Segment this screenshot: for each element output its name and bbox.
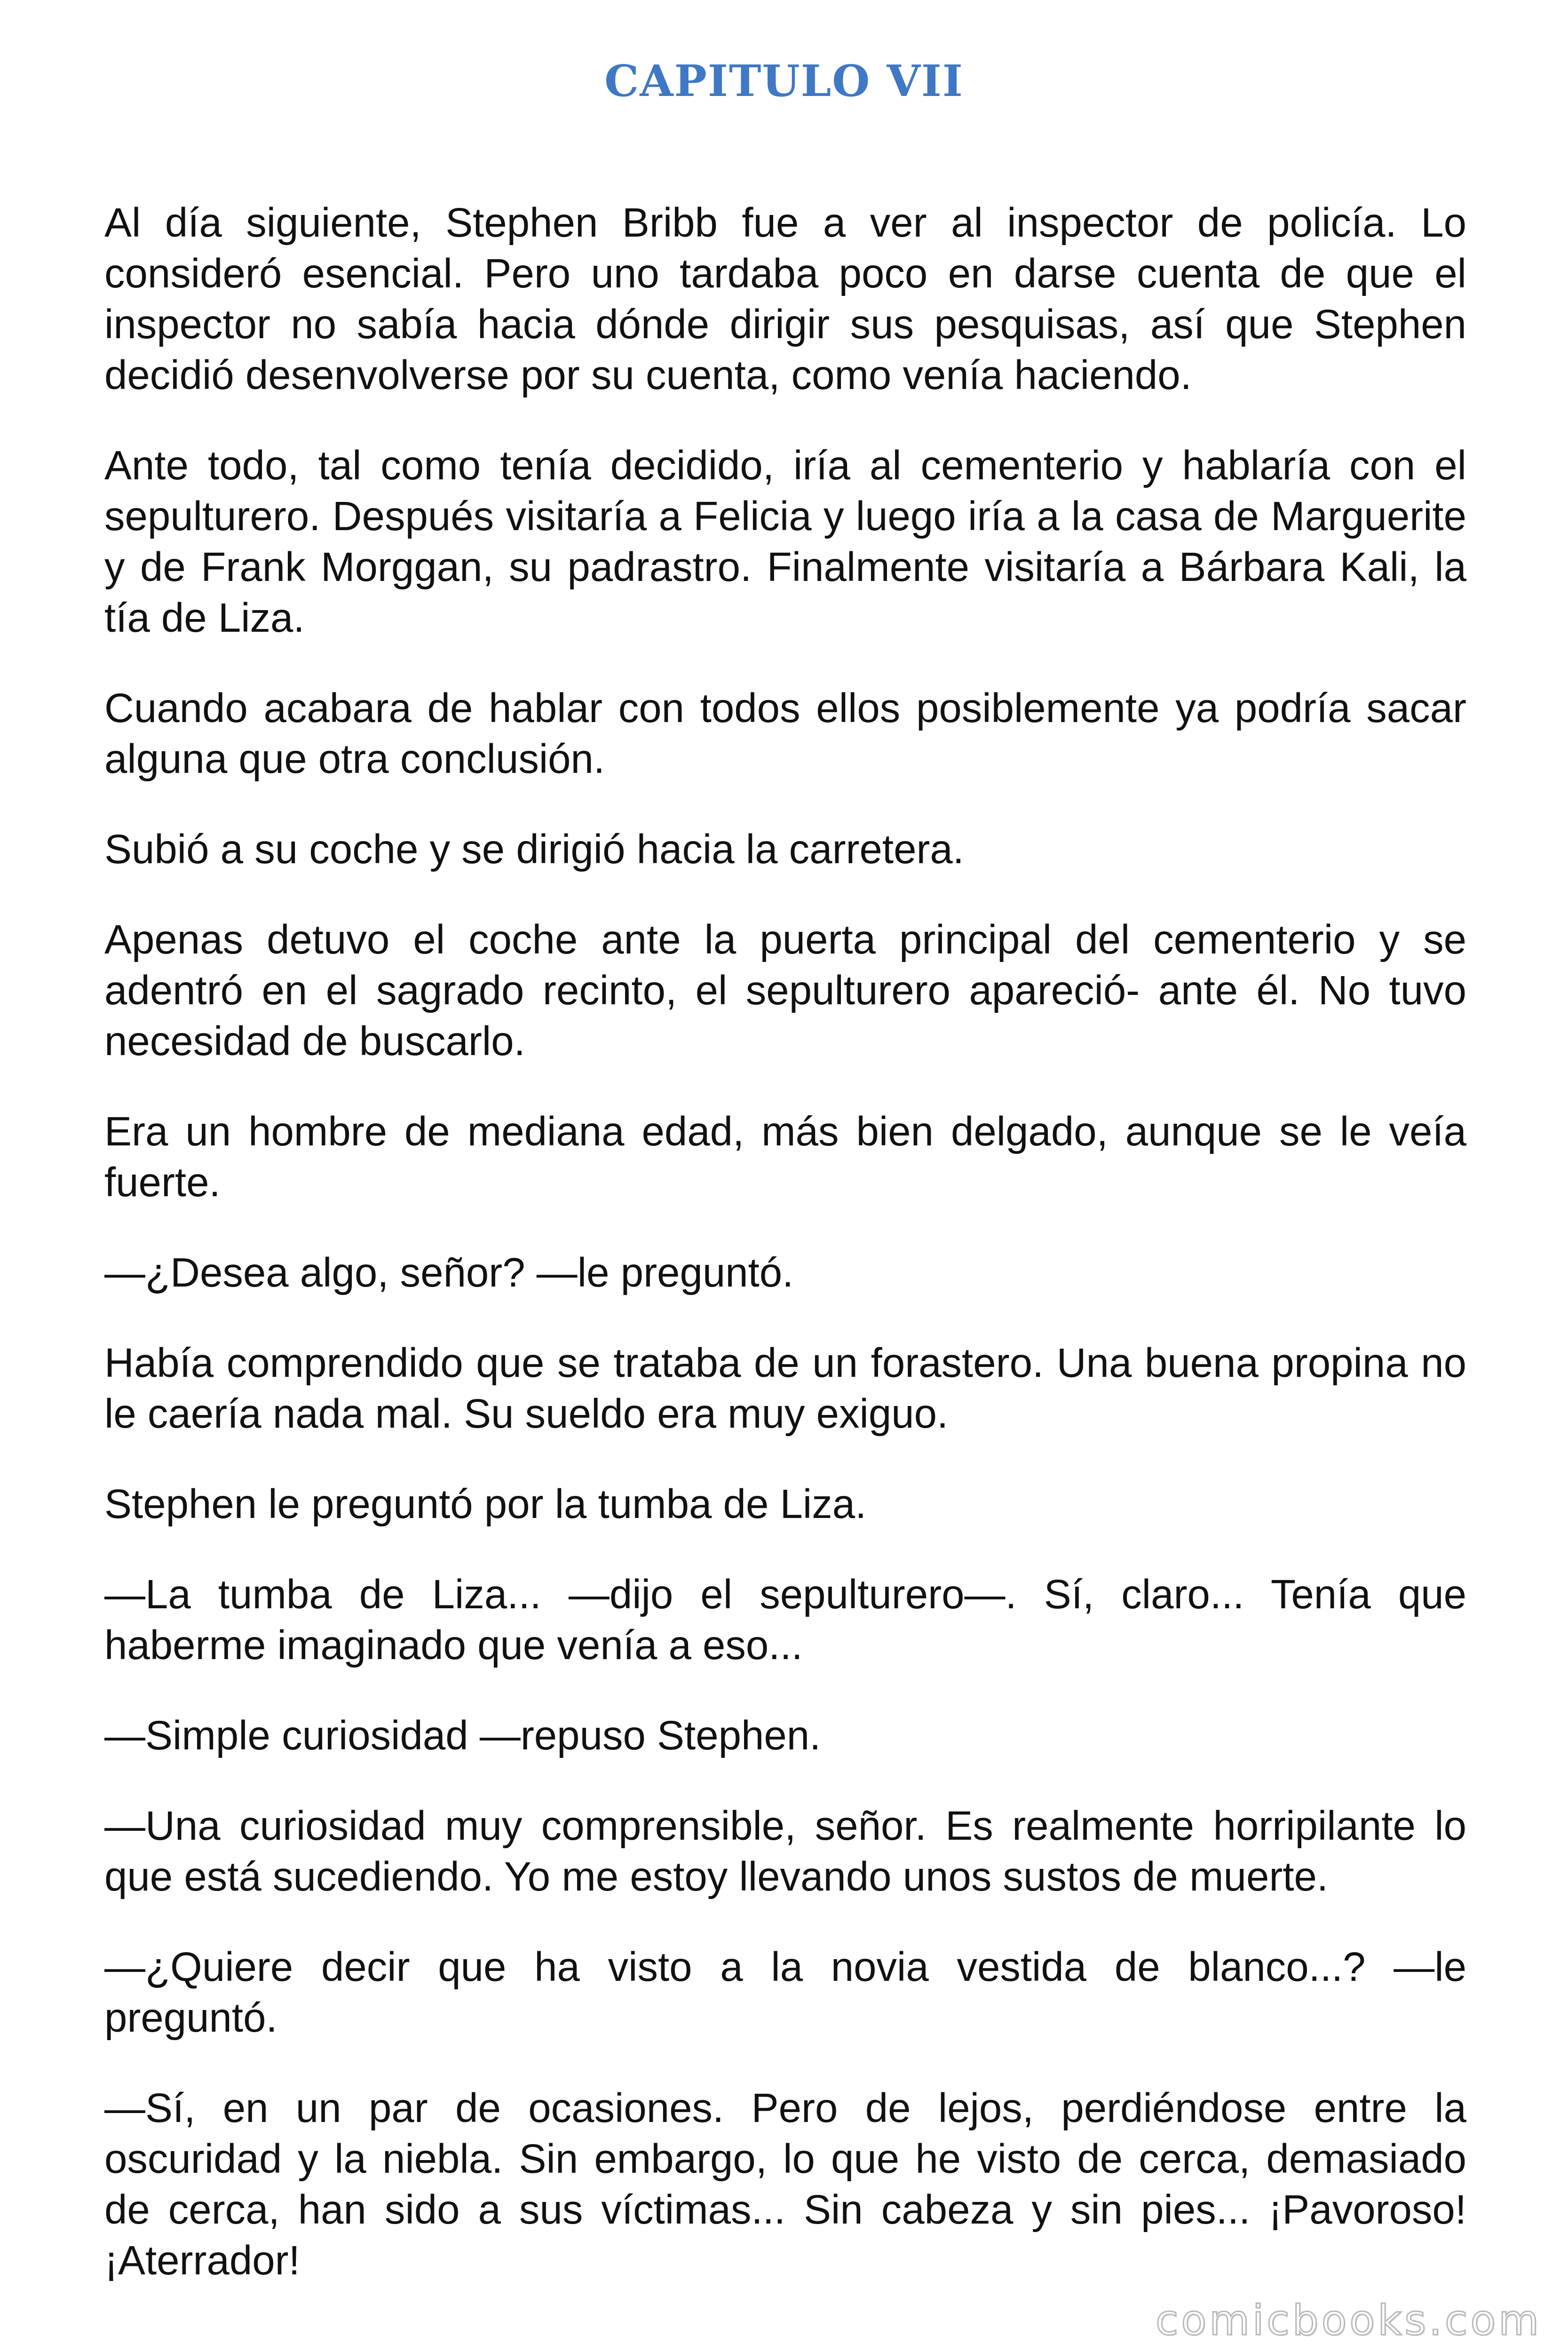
paragraph: —Simple curiosidad —repuso Stephen.: [104, 1713, 821, 1758]
paragraph: —¿Desea algo, señor? —le preguntó.: [104, 1250, 794, 1295]
paragraph: —Sí, en un par de ocasiones. Pero de lejos, perdiéndose entre la oscuridad y la niebla. Sin embargo, lo que he visto de cerca, demasiado de cerca, han sido a sus víctimas... Sin cabeza y sin pies... ¡Pavoroso! ¡Aterrador!: [104, 2085, 1466, 2283]
paragraph: —La tumba de Liza... —dijo el sepulturero—. Sí, claro... Tenía que haberme imaginado que venía a eso...: [104, 1572, 1466, 1668]
chapter-title: CAPITULO VII: [604, 56, 964, 106]
paragraph: Al día siguiente, Stephen Bribb fue a ver al inspector de policía. Lo consideró esencial. Pero uno tardaba poco en darse cuenta de que el inspector no sabía hacia dónde dirigir sus pesquisas, así que Stephen decidió desenvolverse por su cuenta, como venía haciendo.: [104, 200, 1466, 398]
paragraph: Subió a su coche y se dirigió hacia la carretera.: [104, 826, 964, 872]
chapter-body: [104, 198, 1466, 2326]
paragraph: Cuando acabara de hablar con todos ellos posiblemente ya podría sacar alguna que otra conclusión.: [104, 685, 1466, 782]
paragraph: Había comprendido que se trataba de un forastero. Una buena propina no le caería nada mal. Su sueldo era muy exiguo.: [104, 1340, 1466, 1437]
paragraph: —Una curiosidad muy comprensible, señor. Es realmente horripilante lo que está sucediendo. Yo me estoy llevando unos sustos de muerte.: [104, 1803, 1466, 1899]
paragraph: Era un hombre de mediana edad, más bien delgado, aunque se le veía fuerte.: [104, 1109, 1466, 1205]
paragraph: Ante todo, tal como tenía decidido, iría al cementerio y hablaría con el sepulturero. Después visitaría a Felicia y luego iría a la casa de Marguerite y de Frank Morggan, su padrastro. Finalmente visitaría a Bárbara Kali, la tía de Liza.: [104, 443, 1466, 641]
paragraph: Apenas detuvo el coche ante la puerta principal del cementerio y se adentró en el sagrado recinto, el sepulturero apareció- ante él. No tuvo necesidad de buscarlo.: [104, 917, 1466, 1064]
paragraph: Stephen le preguntó por la tumba de Liza.: [104, 1481, 867, 1527]
paragraph: —¿Quiere decir que ha visto a la novia vestida de blanco...? —le preguntó.: [104, 1944, 1466, 2041]
watermark-logo: comicbooks.com: [1155, 2296, 1542, 2344]
